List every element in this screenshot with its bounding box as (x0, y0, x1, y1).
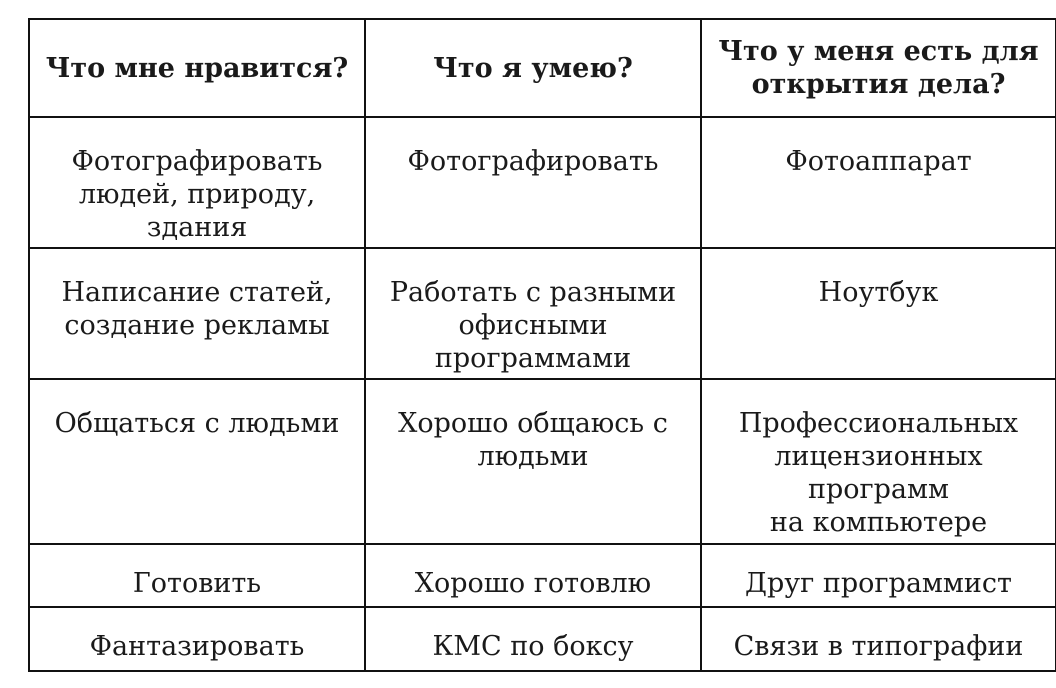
cell-text-line: Фантазировать (89, 631, 305, 662)
cell-text-line: Фотоаппарат (785, 146, 972, 177)
cell-text-line: людей, природу, (78, 179, 316, 210)
cell-text-line: Фотографировать (407, 146, 659, 177)
cell-text-line: здания (146, 212, 248, 243)
table-row (29, 248, 1056, 379)
cell-text-line: программ (807, 474, 950, 505)
cell-have (701, 607, 1056, 671)
cell-have (701, 379, 1056, 544)
table-row (29, 117, 1056, 248)
cell-text-line: Хорошо общаюсь с (398, 408, 668, 439)
cell-text-line: программами (434, 343, 632, 374)
cell-text-line: Связи в типографии (733, 631, 1024, 662)
cell-text-line: Написание статей, (61, 277, 333, 308)
cell-like (29, 544, 365, 607)
cell-text-line: Готовить (132, 568, 262, 599)
table-row (29, 544, 1056, 607)
cell-have (701, 117, 1056, 248)
business-idea-table (28, 18, 1056, 672)
header-cell-have (701, 19, 1056, 117)
header-label: Что мне нравится? (45, 52, 349, 84)
header-row (29, 19, 1056, 117)
cell-like (29, 379, 365, 544)
cell-have (701, 544, 1056, 607)
cell-text-line: офисными (458, 310, 608, 341)
cell-text-line: Друг программист (745, 568, 1012, 599)
table-row (29, 379, 1056, 544)
cell-can (365, 248, 701, 379)
cell-like (29, 117, 365, 248)
cell-text-line: Общаться с людьми (54, 408, 340, 439)
cell-can (365, 379, 701, 544)
cell-text-line: КМС по боксу (432, 631, 634, 662)
cell-text-line: Профессиональных (738, 408, 1019, 439)
cell-have (701, 248, 1056, 379)
cell-text-line: Фотографировать (71, 146, 323, 177)
cell-like (29, 248, 365, 379)
table-row (29, 607, 1056, 671)
cell-text-line: лицензионных (774, 441, 983, 472)
header-label: Что у меня есть для открытия дела? (718, 36, 1039, 100)
cell-text-line: создание рекламы (64, 310, 330, 341)
cell-like (29, 607, 365, 671)
header-cell-like (29, 19, 365, 117)
cell-can (365, 117, 701, 248)
cell-text-line: на компьютере (769, 507, 988, 538)
cell-can (365, 607, 701, 671)
header-cell-can (365, 19, 701, 117)
cell-text-line: Хорошо готовлю (414, 568, 652, 599)
cell-text-line: Ноутбук (818, 277, 939, 308)
cell-can (365, 544, 701, 607)
header-label: Что я умею? (433, 52, 633, 84)
cell-text-line: людьми (477, 441, 589, 472)
cell-text-line: Работать с разными (389, 277, 677, 308)
